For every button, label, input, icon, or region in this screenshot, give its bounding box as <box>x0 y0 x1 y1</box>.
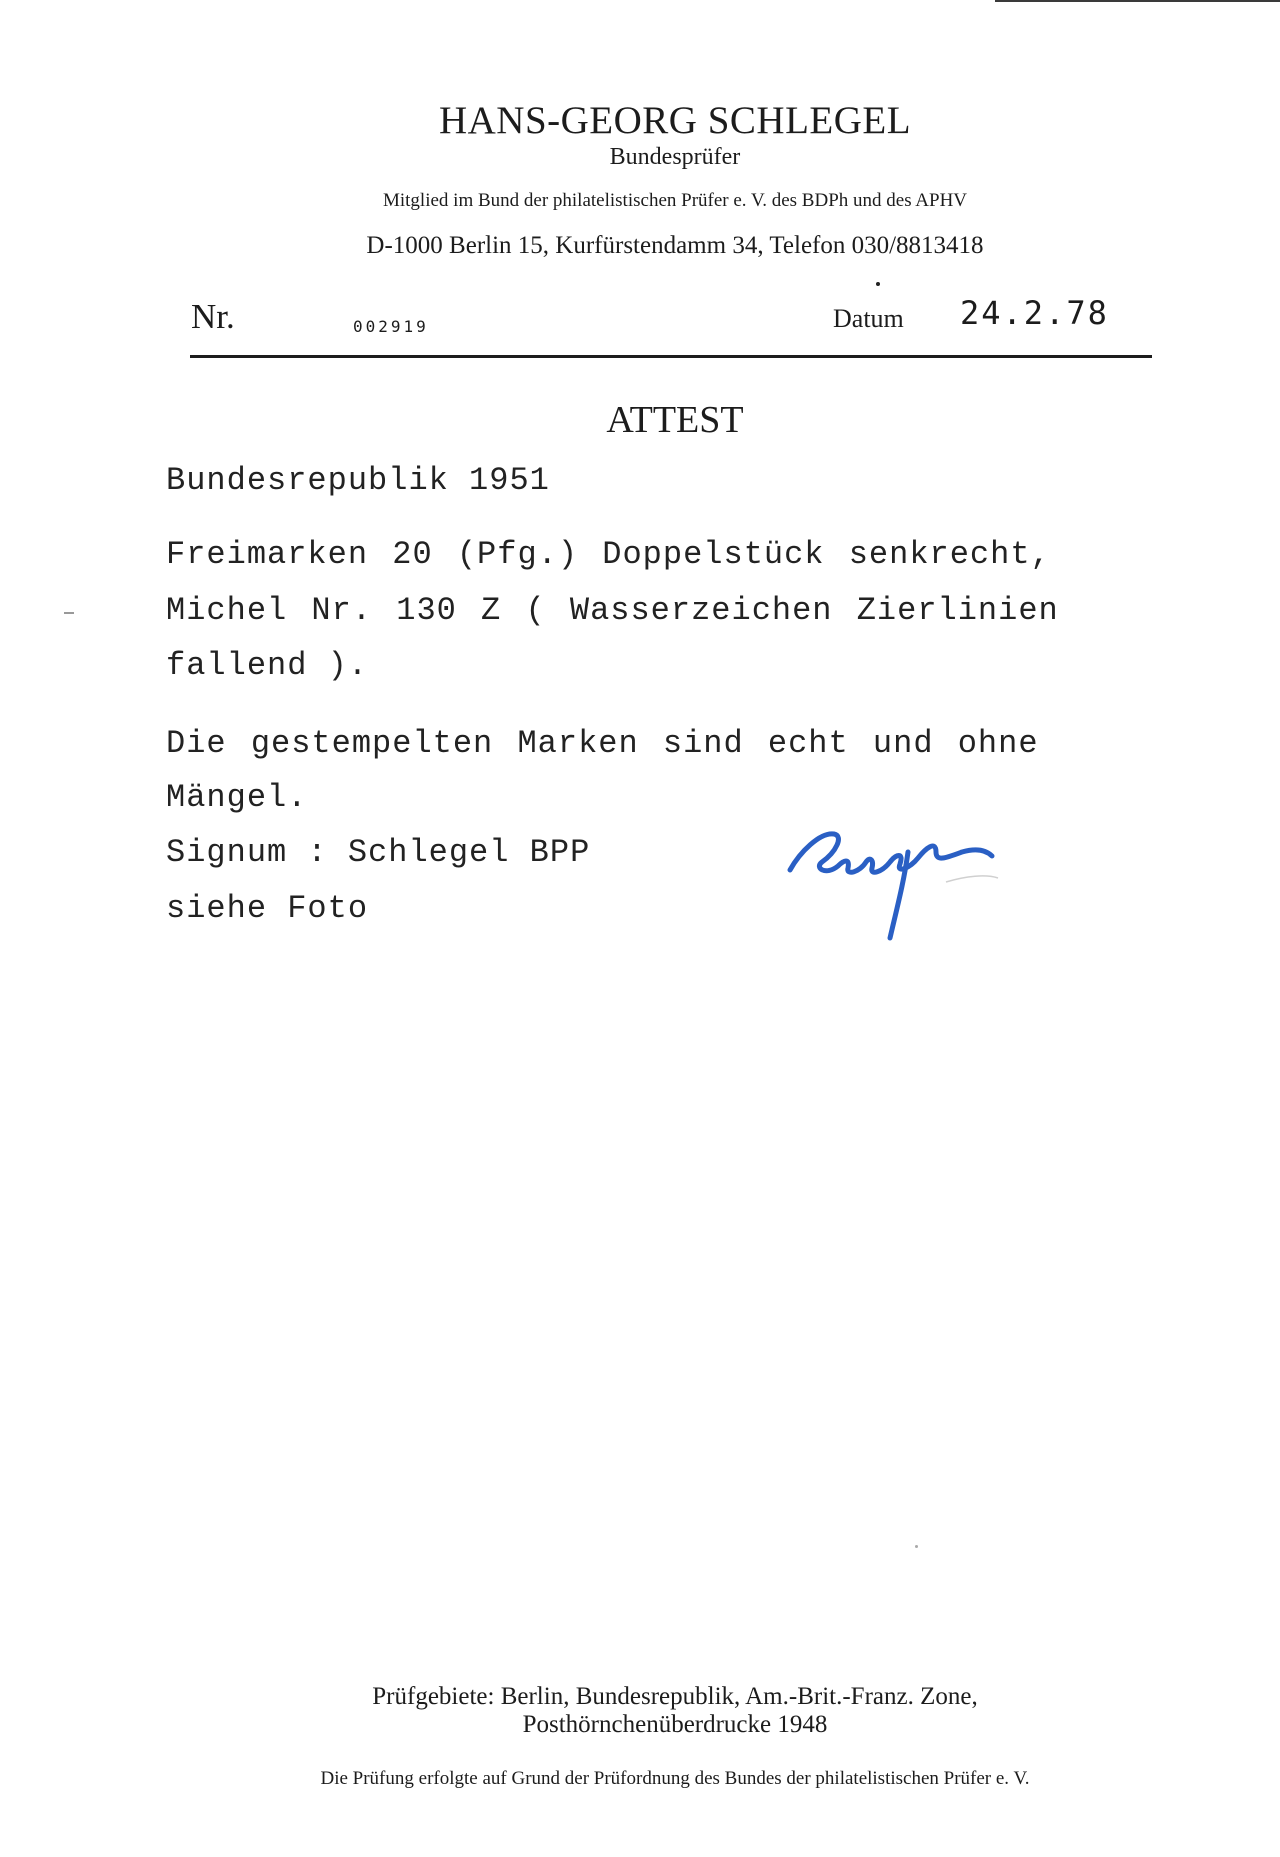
body-line-verdict-end: Mängel. <box>166 779 308 816</box>
date-label: Datum <box>833 304 904 333</box>
paper-speck <box>915 1545 918 1548</box>
body-line-stamps: Freimarken 20 (Pfg.) Doppelstück senkrecht, <box>166 536 1051 573</box>
body-line-signum: Signum : Schlegel BPP <box>166 834 591 871</box>
certificate-number: 002919 <box>353 317 429 336</box>
footer-areas <box>0 1683 1280 1739</box>
body-line-watermark: fallend ). <box>166 647 369 684</box>
footer-areas-line2: Posthörnchenüberdrucke 1948 <box>522 1711 828 1738</box>
margin-mark <box>64 612 74 614</box>
body-line-verdict: Die gestempelten Marken sind echt und ohne <box>166 725 1039 762</box>
document-title: ATTEST <box>606 399 744 441</box>
body-line-photo: siehe Foto <box>166 890 369 927</box>
letterhead-address: D-1000 Berlin 15, Kurfürstendamm 34, Telefon 030/8813418 <box>366 232 984 259</box>
datum-tick-mark <box>876 282 880 286</box>
number-label: Nr. <box>191 297 235 336</box>
header-divider <box>190 355 1152 358</box>
date-value: 24.2.78 <box>960 294 1109 332</box>
letterhead-membership: Mitglied im Bund der philatelistischen Prüfer e. V. des BDPh und des APHV <box>382 190 968 211</box>
letterhead-name: HANS-GEORG SCHLEGEL <box>438 99 912 142</box>
top-edge-rule <box>995 0 1280 2</box>
footer-areas-line1: Prüfgebiete: Berlin, Bundesrepublik, Am.-Brit.-Franz. Zone, <box>372 1683 978 1710</box>
body-line-catalogue: Michel Nr. 130 Z ( Wasserzeichen Zierlinien <box>166 592 1059 629</box>
body-line-issue: Bundesrepublik 1951 <box>166 462 550 499</box>
letterhead-role: Bundesprüfer <box>609 144 741 170</box>
handwritten-signature-icon <box>786 812 1000 942</box>
footer-regulation: Die Prüfung erfolgte auf Grund der Prüfordnung des Bundes der philatelistischen Prüfer e. V. <box>320 1768 1030 1789</box>
